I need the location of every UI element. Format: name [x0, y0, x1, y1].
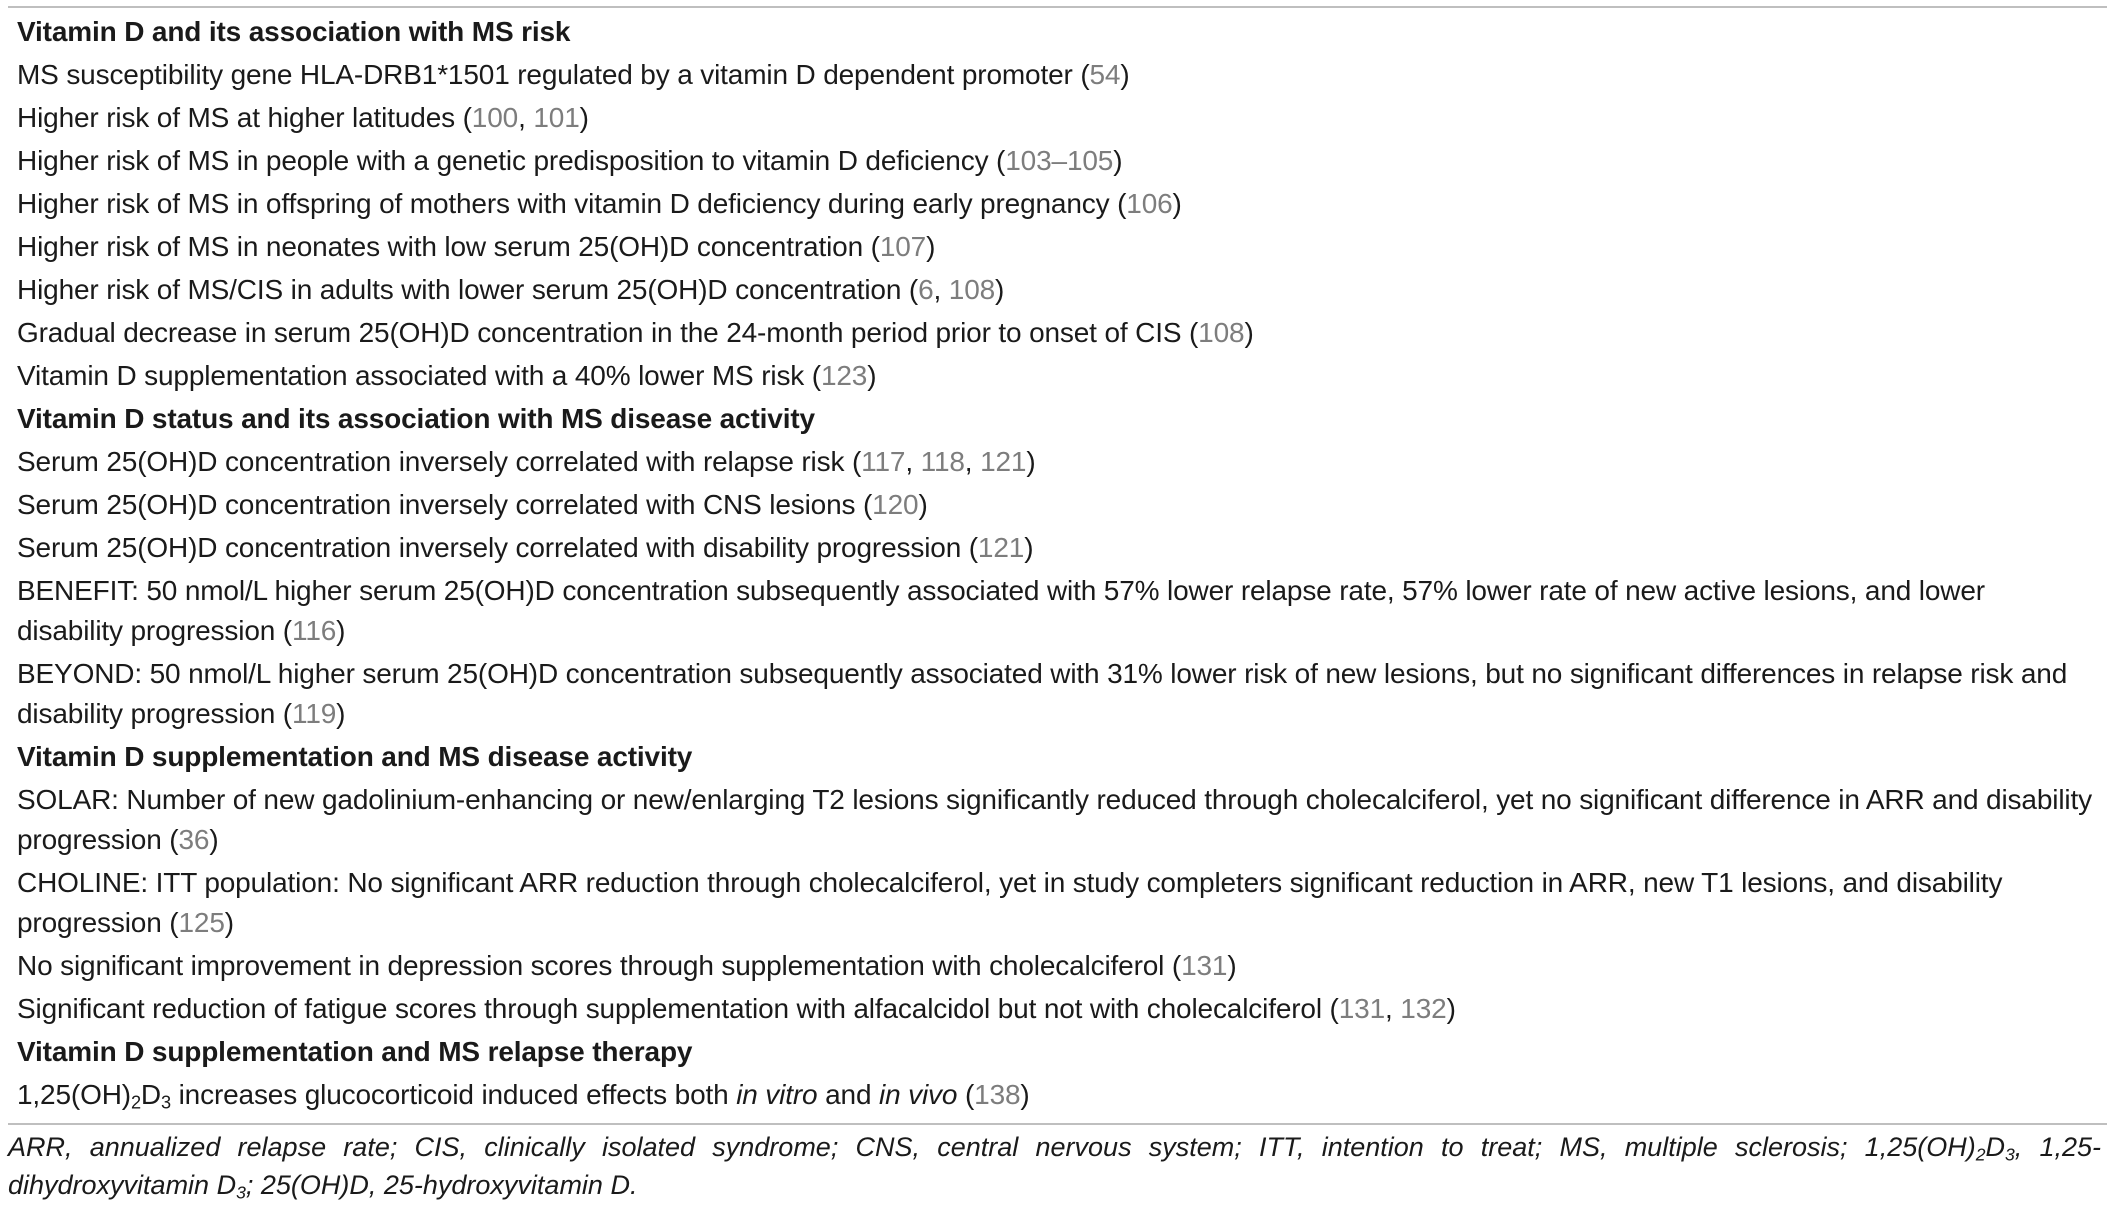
- reference-link[interactable]: 101: [533, 102, 580, 133]
- row-text: and: [817, 1079, 879, 1110]
- reference-link[interactable]: 125: [178, 907, 225, 938]
- row-text: Higher risk of MS in offspring of mothers with vitamin D deficiency during early pregnancy (: [17, 188, 1127, 219]
- bottom-rule: [8, 1123, 2107, 1125]
- row-close: ): [926, 231, 936, 262]
- reference-link[interactable]: 138: [974, 1079, 1021, 1110]
- vitamin-d-table: [8, 12, 2107, 1118]
- footnote-sub2: 3: [2004, 1144, 2015, 1165]
- row-close: ): [867, 360, 877, 391]
- footnote-part4: ; 25(OH)D, 25-hydroxyvitamin D.: [245, 1170, 638, 1200]
- row-close: ): [1227, 950, 1237, 981]
- table-row: Higher risk of MS at higher latitudes (100, 101): [17, 102, 589, 133]
- reference-link[interactable]: 36: [178, 824, 210, 855]
- row-close: ): [918, 489, 928, 520]
- row-close: ): [1172, 188, 1182, 219]
- subscript: 3: [161, 1092, 171, 1113]
- reference-link[interactable]: 116: [291, 615, 337, 646]
- italic-text: in vitro: [736, 1079, 818, 1110]
- reference-link[interactable]: 131: [1338, 993, 1386, 1024]
- table-row: [8, 227, 2107, 267]
- reference-link[interactable]: 119: [291, 698, 337, 729]
- table-row: [8, 528, 2107, 568]
- table-row: [8, 313, 2107, 353]
- reference-link[interactable]: 100: [471, 102, 519, 133]
- reference-link[interactable]: 106: [1126, 188, 1173, 219]
- row-text: Higher risk of MS/CIS in adults with lower serum 25(OH)D concentration (: [17, 274, 919, 305]
- reference-link[interactable]: 118: [920, 446, 965, 477]
- footnote-sub3: 3: [236, 1182, 246, 1203]
- table-footnote: [8, 1128, 2107, 1204]
- section-heading: Vitamin D and its association with MS risk: [17, 16, 571, 47]
- footnote-part3: , 1,25-dihydroxyvitamin D: [8, 1132, 2102, 1200]
- table-row: [8, 184, 2107, 224]
- row-text: increases glucocorticoid induced effects both: [170, 1079, 737, 1110]
- row-text: (: [957, 1079, 975, 1110]
- row-text: SOLAR: Number of new gadolinium-enhancing or new/enlarging T2 lesions significantly reduced through cholecalciferol, yet no significant difference in ARR and disability progression (: [17, 784, 2092, 855]
- table-row: [8, 946, 2107, 986]
- row-text: Higher risk of MS at higher latitudes (: [17, 102, 472, 133]
- row-text: MS susceptibility gene HLA-DRB1*1501 regulated by a vitamin D dependent promoter (: [17, 59, 1090, 90]
- row-close: ): [336, 615, 346, 646]
- row-text: 1,25(OH): [17, 1079, 131, 1110]
- italic-text: in vivo: [879, 1079, 958, 1110]
- reference-link[interactable]: 6: [918, 274, 934, 305]
- row-text: BENEFIT: 50 nmol/L higher serum 25(OH)D concentration subsequently associated with 57% lower relapse rate, 57% lower rate of new active lesions, and lower disability progression (: [17, 575, 1985, 646]
- table-row: [8, 1075, 2107, 1115]
- table-row: [8, 55, 2107, 95]
- table-row: [8, 571, 2107, 651]
- reference-link[interactable]: 103–105: [1005, 145, 1114, 176]
- reference-link[interactable]: 108: [1198, 317, 1245, 348]
- reference-link[interactable]: 132: [1400, 993, 1447, 1024]
- section-heading: Vitamin D status and its association with MS disease activity: [17, 403, 815, 434]
- row-text: Serum 25(OH)D concentration inversely correlated with relapse risk (: [17, 446, 862, 477]
- reference-link[interactable]: 123: [820, 360, 868, 391]
- row-close: ): [995, 274, 1005, 305]
- row-text: Serum 25(OH)D concentration inversely correlated with CNS lesions (: [17, 489, 873, 520]
- top-rule: [8, 6, 2107, 8]
- table-row: [8, 485, 2107, 525]
- table-row: [8, 654, 2107, 734]
- reference-link[interactable]: 121: [980, 446, 1027, 477]
- footnote-sub1: 2: [1975, 1144, 1986, 1165]
- table-row: Serum 25(OH)D concentration inversely correlated with relapse risk (117, 118, 121): [17, 446, 1036, 477]
- reference-link[interactable]: 120: [872, 489, 919, 520]
- reference-link[interactable]: 121: [977, 532, 1025, 563]
- row-close: ): [1113, 145, 1123, 176]
- row-text: Higher risk of MS in people with a genetic predisposition to vitamin D deficiency (: [17, 145, 1006, 176]
- row-close: ): [224, 907, 234, 938]
- subscript: 2: [130, 1092, 141, 1113]
- table-row: [8, 863, 2107, 943]
- row-text: BEYOND: 50 nmol/L higher serum 25(OH)D concentration subsequently associated with 31% lower risk of new lesions, but no significant differences in relapse risk and disability progression (: [17, 658, 2068, 729]
- row-close: ): [1120, 59, 1130, 90]
- row-text: Gradual decrease in serum 25(OH)D concentration in the 24-month period prior to onset of CIS (: [17, 317, 1199, 348]
- footnote-part2: D: [1985, 1132, 2005, 1162]
- row-close: ): [209, 824, 219, 855]
- section-heading: Vitamin D supplementation and MS relapse therapy: [17, 1036, 693, 1067]
- table-row: [8, 780, 2107, 860]
- table-row: [8, 356, 2107, 396]
- reference-link[interactable]: 117: [861, 446, 906, 477]
- table-row: Higher risk of MS/CIS in adults with lower serum 25(OH)D concentration (6, 108): [17, 274, 1005, 305]
- section-heading: Vitamin D supplementation and MS disease activity: [17, 741, 693, 772]
- reference-link[interactable]: 108: [948, 274, 996, 305]
- reference-link[interactable]: 107: [879, 231, 927, 262]
- footnote-part1: ARR, annualized relapse rate; CIS, clinically isolated syndrome; CNS, central nervous system; ITT, intention to treat; MS, multiple sclerosis; 1,25(OH): [8, 1132, 1976, 1162]
- row-close: ): [336, 698, 346, 729]
- row-close: ): [1020, 1079, 1030, 1110]
- row-text: Vitamin D supplementation associated with a 40% lower MS risk (: [17, 360, 821, 391]
- row-close: ): [579, 102, 589, 133]
- row-text: D: [140, 1079, 161, 1110]
- table-row: Significant reduction of fatigue scores through supplementation with alfacalcidol but not with cholecalciferol (131, 132): [17, 993, 1456, 1024]
- row-text: No significant improvement in depression scores through supplementation with cholecalciferol (: [17, 950, 1182, 981]
- row-close: ): [1026, 446, 1036, 477]
- row-close: ): [1446, 993, 1456, 1024]
- table-row: [8, 141, 2107, 181]
- row-close: ): [1244, 317, 1254, 348]
- row-text: Higher risk of MS in neonates with low serum 25(OH)D concentration (: [17, 231, 880, 262]
- row-text: Serum 25(OH)D concentration inversely correlated with disability progression (: [17, 532, 978, 563]
- row-text: Significant reduction of fatigue scores through supplementation with alfacalcidol but not with cholecalciferol (: [17, 993, 1339, 1024]
- row-text: CHOLINE: ITT population: No significant ARR reduction through cholecalciferol, yet in study completers significant reduction in ARR, new T1 lesions, and disability progression (: [17, 867, 2003, 938]
- reference-link[interactable]: 131: [1181, 950, 1228, 981]
- row-close: ): [1024, 532, 1034, 563]
- reference-link[interactable]: 54: [1089, 59, 1121, 90]
